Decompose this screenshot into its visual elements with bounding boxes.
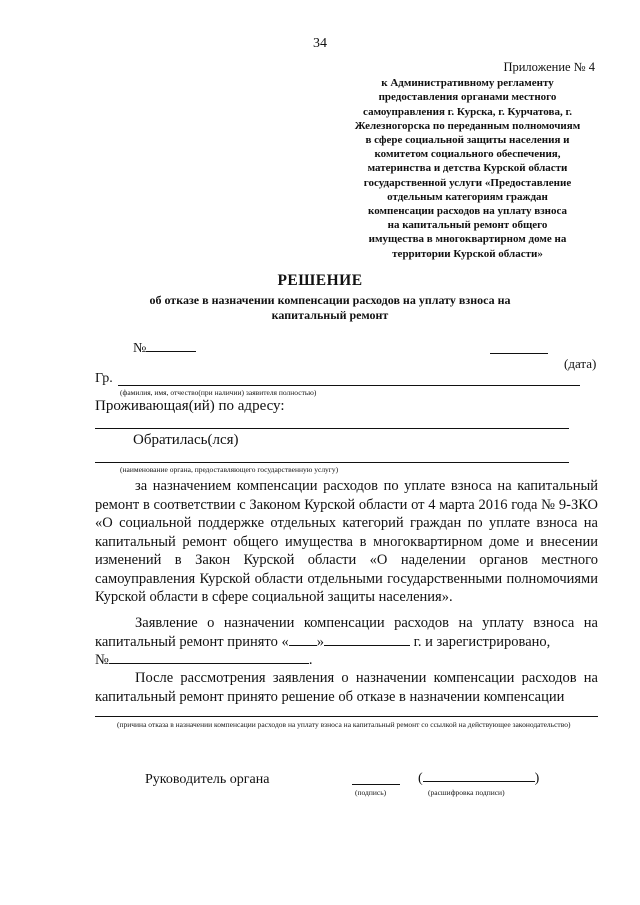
appendix-line: в сфере социальной защиты населения и: [365, 134, 570, 147]
application-text-start: Заявление о назначении компенсации расходов на уплату взноса на капитальный ремонт принято «: [95, 615, 598, 650]
paragraph-decision: [95, 669, 598, 706]
month-blank: [324, 633, 410, 646]
paragraph-application: [95, 614, 598, 670]
appendix-line: Железногорска по переданным полномочиям: [354, 119, 581, 132]
appendix-line: материнства и детства Курской области: [367, 162, 568, 175]
citizen-name-blank: [118, 385, 580, 386]
appendix-line: к Административному регламенту: [381, 77, 554, 90]
transcript-open-paren: (: [418, 771, 423, 786]
reason-blank: [95, 716, 598, 717]
decision-number-field: [133, 340, 196, 357]
number-label: №: [133, 341, 147, 356]
signature-hint: (подпись): [355, 788, 387, 797]
appendix-line: предоставления органами местного: [378, 91, 557, 104]
appendix-line: отдельным категориям граждан: [387, 190, 548, 203]
appendix-line: комитетом социального обеспечения,: [374, 148, 561, 161]
address-blank: [95, 428, 569, 429]
document-subtitle: об отказе в назначении компенсации расходов на уплату взноса на капитальный ремонт: [149, 293, 511, 322]
paragraph-decision-text: После рассмотрения заявления о назначении компенсации расходов на капитальный ремонт принято решение об отказе в назначении компенсации: [95, 670, 598, 705]
citizen-label: Гр.: [95, 371, 113, 386]
organization-blank: [95, 462, 569, 463]
registration-number-blank: [109, 651, 309, 664]
citizen-name-hint: (фамилия, имя, отчество(при наличии) заявителя полностью): [120, 388, 317, 397]
appendix-number: Приложение № 4: [503, 60, 595, 74]
day-blank: [289, 633, 317, 646]
appendix-block: [340, 60, 595, 261]
appendix-line: имущества в многоквартирном доме на: [368, 233, 567, 246]
transcript-blank: [423, 769, 535, 782]
number-blank: [146, 340, 196, 352]
application-quote-close: »: [316, 633, 324, 650]
reason-hint: (причина отказа в назначении компенсации расходов на уплату взноса на капитальный ремонт со ссылкой на действующее законодательство): [117, 720, 571, 729]
appendix-line: компенсации расходов на уплату взноса: [368, 205, 567, 218]
signature-blank: [352, 784, 400, 785]
appendix-line: самоуправления г. Курска, г. Курчатова, г.: [363, 105, 572, 118]
appendix-line: территории Курской области»: [392, 247, 543, 260]
paragraph-request: [95, 477, 598, 607]
address-label: Проживающая(ий) по адресу:: [95, 398, 285, 414]
registration-end: .: [308, 652, 313, 668]
date-label: (дата): [564, 356, 597, 371]
appendix-line: на капитальный ремонт общего: [387, 219, 548, 232]
appendix-line: государственной услуги «Предоставление: [363, 176, 572, 189]
applied-label: Обратилась(лся): [133, 432, 239, 448]
organization-hint: (наименование органа, предоставляющего государственную услугу): [120, 465, 339, 474]
transcript-hint: (расшифровка подписи): [428, 788, 505, 797]
head-of-organization-label: Руководитель органа: [145, 772, 270, 787]
page-number: 34: [313, 36, 327, 51]
transcript-close-paren: ): [534, 771, 540, 786]
document-title: РЕШЕНИЕ: [277, 272, 363, 289]
registration-number-label: №: [95, 652, 109, 668]
signature-transcript-field: [418, 769, 539, 787]
paragraph-request-text: за назначением компенсации расходов по уплате взноса на капитальный ремонт в соответствии с Законом Курской области от 4 марта 2016 года № 9-ЗКО «О социальной поддержке отдельных категорий граждан по уплате взноса на капитальный ремонт общего имущества в многоквартирном доме и внесении изменений в Закон Курской области «О наделении органов местного самоуправления Курской области отдельными государственными полномочиями Курской области в сфере социальной защиты населения».: [95, 478, 598, 605]
date-blank: [490, 353, 548, 354]
application-text-end: г. и зарегистрировано,: [413, 633, 551, 650]
